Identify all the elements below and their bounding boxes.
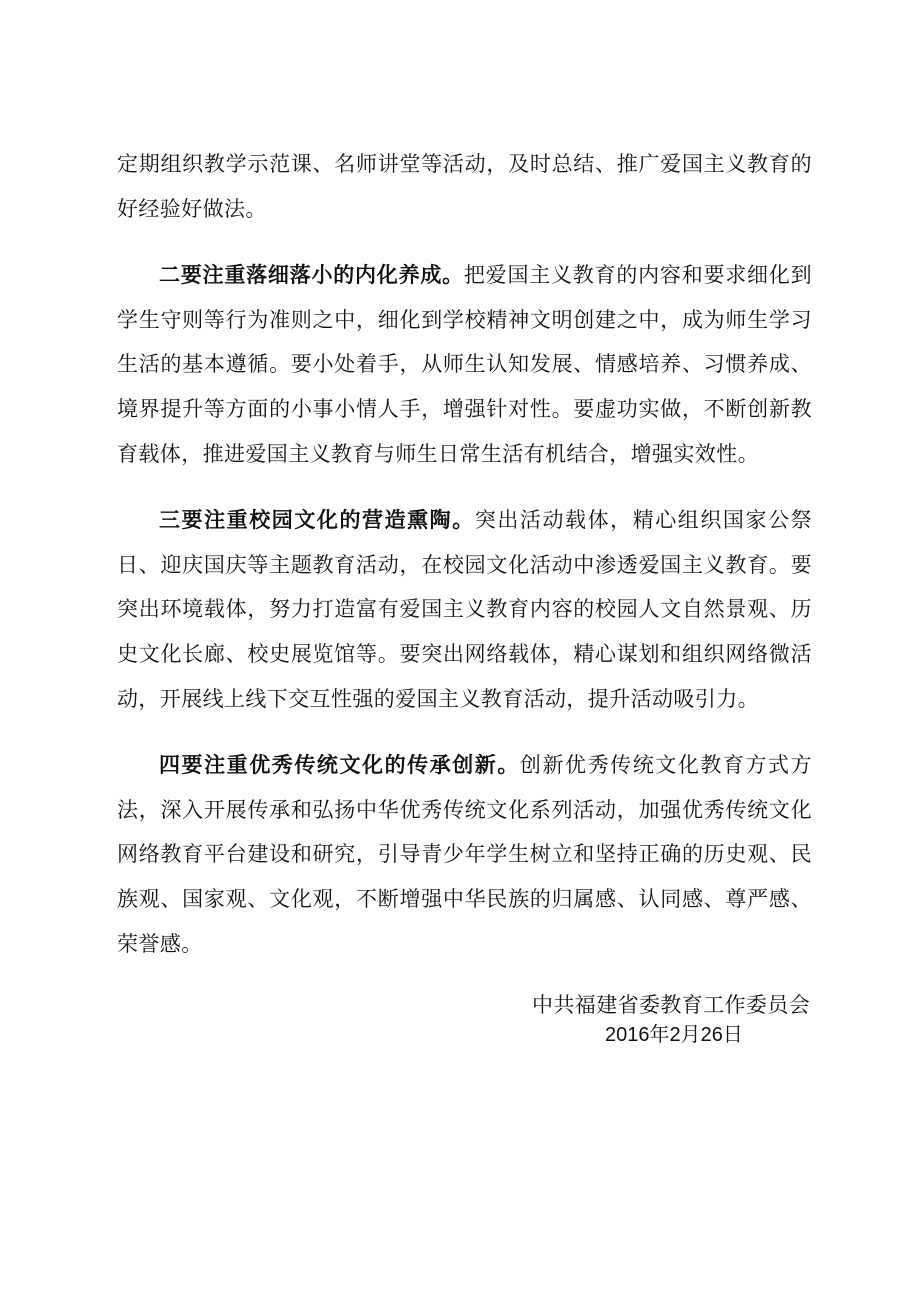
section-two-heading: 二要注重落细落小的内化养成。 (159, 262, 464, 288)
section-two-paragraph (117, 253, 812, 476)
section-three-text: 突出活动载体，精心组织国家公祭日、迎庆国庆等主题教育活动，在校园文化活动中渗透爱国主义教育。要突出环境载体，努力打造富有爱国主义教育内容的校园人文自然景观、历史文化长廊、校史展览馆等。要突出网络载体，精心谋划和组织网络微活动，开展线上线下交互性强的爱国主义教育活动，提升活动吸引力。 (117, 508, 812, 711)
continuation-paragraph: 定期组织教学示范课、名师讲堂等活动，及时总结、推广爱国主义教育的好经验好做法。 (117, 152, 812, 221)
section-four-heading: 四要注重优秀传统文化的传承创新。 (159, 752, 520, 778)
section-two-text: 把爱国主义教育的内容和要求细化到学生守则等行为准则之中，细化到学校精神文明创建之中，成为师生学习生活的基本遵循。要小处着手，从师生认知发展、情感培养、习惯养成、境界提升等方面的小事小情人手，增强针对性。要虚功实做，不断创新教育载体，推进爱国主义教育与师生日常生活有机结合，增强实效性。 (117, 263, 812, 466)
signature-date: 2016年2月26日 (605, 1024, 743, 1046)
document-body (117, 142, 812, 966)
section-four-text: 创新优秀传统文化教育方式方法，深入开展传承和弘扬中华优秀传统文化系列活动，加强优秀传统文化网络教育平台建设和研究，引导青少年学生树立和坚持正确的历史观、民族观、国家观、文化观，不断增强中华民族的归属感、认同感、尊严感、荣誉感。 (117, 753, 813, 956)
section-three-paragraph (117, 498, 812, 721)
signature-organization: 中共福建省委教育工作委员会 (532, 993, 811, 1017)
section-three-heading: 三要注重校园文化的营造熏陶。 (159, 507, 475, 533)
section-four-paragraph (117, 743, 812, 966)
